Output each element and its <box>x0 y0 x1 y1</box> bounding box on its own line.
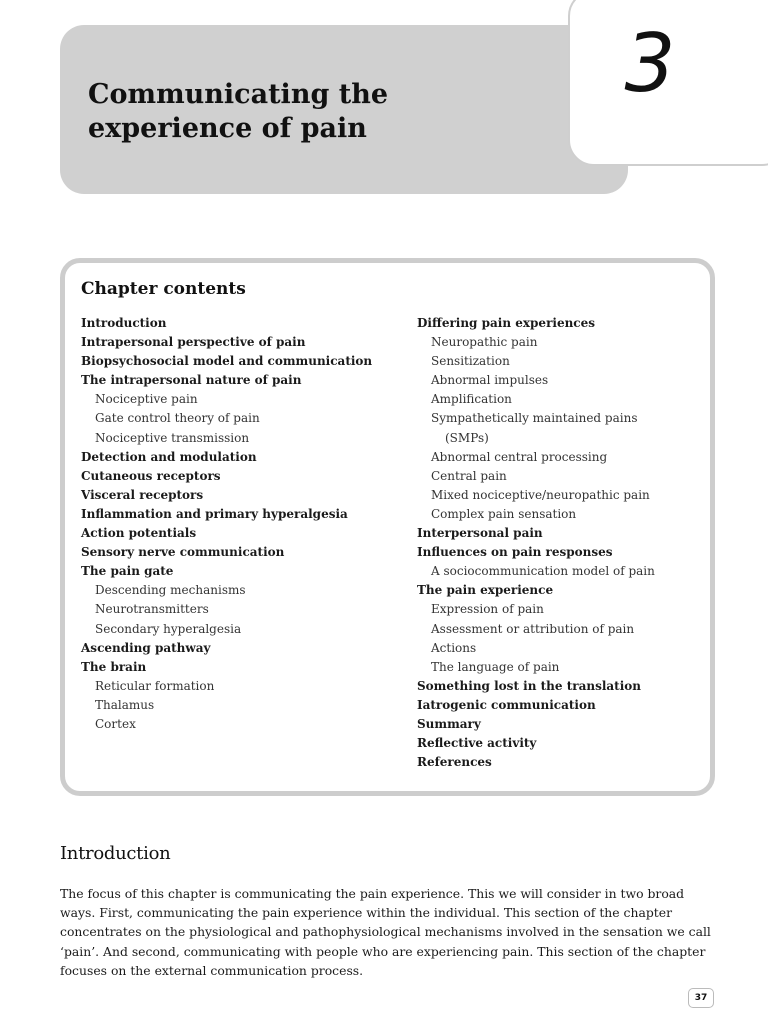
introduction-heading: Introduction <box>60 843 171 864</box>
toc-section-entry: Sensory nerve communication <box>81 545 285 560</box>
toc-section-entry: Introduction <box>81 316 167 330</box>
toc-subsection-entry: Secondary hyperalgesia <box>95 621 242 636</box>
toc-section-entry: Cutaneous receptors <box>81 468 221 483</box>
toc-section-entry: The intrapersonal nature of pain <box>81 373 302 388</box>
chapter-contents-heading: Chapter contents <box>81 279 246 299</box>
toc-section-entry: Ascending pathway <box>81 640 211 655</box>
toc-section-entry: The brain <box>81 659 147 674</box>
toc-subsection-entry: Nociceptive pain <box>95 392 198 407</box>
toc-subsection-entry: Assessment or attribution of pain <box>431 621 635 636</box>
chapter-title-line-2: experience of pain <box>88 113 367 144</box>
toc-section-entry: The pain experience <box>417 583 554 598</box>
toc-subsection-entry: Nociceptive transmission <box>95 430 250 445</box>
toc-section-entry: Intrapersonal perspective of pain <box>81 335 306 350</box>
toc-section-entry: Influences on pain responses <box>417 545 613 560</box>
toc-section-entry: The pain gate <box>81 564 174 579</box>
toc-section-entry: Inflammation and primary hyperalgesia <box>81 506 348 521</box>
toc-subsection-entry: Gate control theory of pain <box>95 411 260 426</box>
chapter-title-line-1: Communicating the <box>88 79 389 110</box>
toc-subsection-entry: Sensitization <box>431 354 510 369</box>
toc-section-entry: References <box>417 755 492 770</box>
toc-subsection-entry: Sympathetically maintained pains <box>431 411 638 426</box>
toc-subsection-entry: (SMPs) <box>445 430 489 445</box>
toc-subsection-entry: Amplification <box>431 392 512 407</box>
toc-section-entry: Something lost in the translation <box>417 678 641 693</box>
toc-right-column <box>417 314 707 772</box>
toc-section-entry: Biopsychosocial model and communication <box>81 354 373 369</box>
toc-subsection-entry: Neurotransmitters <box>95 602 209 617</box>
toc-subsection-entry: Cortex <box>95 716 136 731</box>
toc-subsection-entry: Neuropathic pain <box>431 335 538 350</box>
chapter-title <box>88 78 388 146</box>
toc-subsection-entry: Expression of pain <box>431 602 544 617</box>
toc-subsection-entry: Mixed nociceptive/neuropathic pain <box>431 487 650 502</box>
toc-subsection-entry: Abnormal impulses <box>431 373 549 388</box>
toc-subsection-entry: Thalamus <box>95 697 155 712</box>
toc-subsection-entry: Descending mechanisms <box>95 583 246 598</box>
chapter-number: 3 <box>624 17 676 110</box>
toc-section-entry: Detection and modulation <box>81 449 257 464</box>
toc-section-entry: Summary <box>417 716 481 731</box>
introduction-paragraph: The focus of this chapter is communicating the pain experience. This we will consider in two broad ways. First, communicating the pain experience within the individual. This section of the chapter concentrates on the physiological and pathophysiological mechanisms involved in the sensation we call ‘pain’. And second, communicating with people who are experiencing pain. This section of the chapter focuses on the external communication process. <box>60 886 711 978</box>
toc-section-entry: Interpersonal pain <box>417 526 543 541</box>
toc-subsection-entry: Actions <box>431 640 477 655</box>
page-number: 37 <box>688 988 714 1008</box>
toc-subsection-entry: Abnormal central processing <box>431 449 608 464</box>
toc-section-entry: Reflective activity <box>417 736 537 751</box>
toc-section-entry: Action potentials <box>81 526 197 541</box>
toc-section-entry: Differing pain experiences <box>417 316 596 330</box>
toc-subsection-entry: Central pain <box>431 468 507 483</box>
toc-section-entry: Iatrogenic communication <box>417 697 596 712</box>
toc-subsection-entry: A sociocommunication model of pain <box>431 564 655 579</box>
toc-subsection-entry: Reticular formation <box>95 678 215 693</box>
toc-left-column <box>81 314 401 734</box>
toc-subsection-entry: Complex pain sensation <box>431 506 577 521</box>
toc-subsection-entry: The language of pain <box>431 659 560 674</box>
toc-section-entry: Visceral receptors <box>81 487 204 502</box>
